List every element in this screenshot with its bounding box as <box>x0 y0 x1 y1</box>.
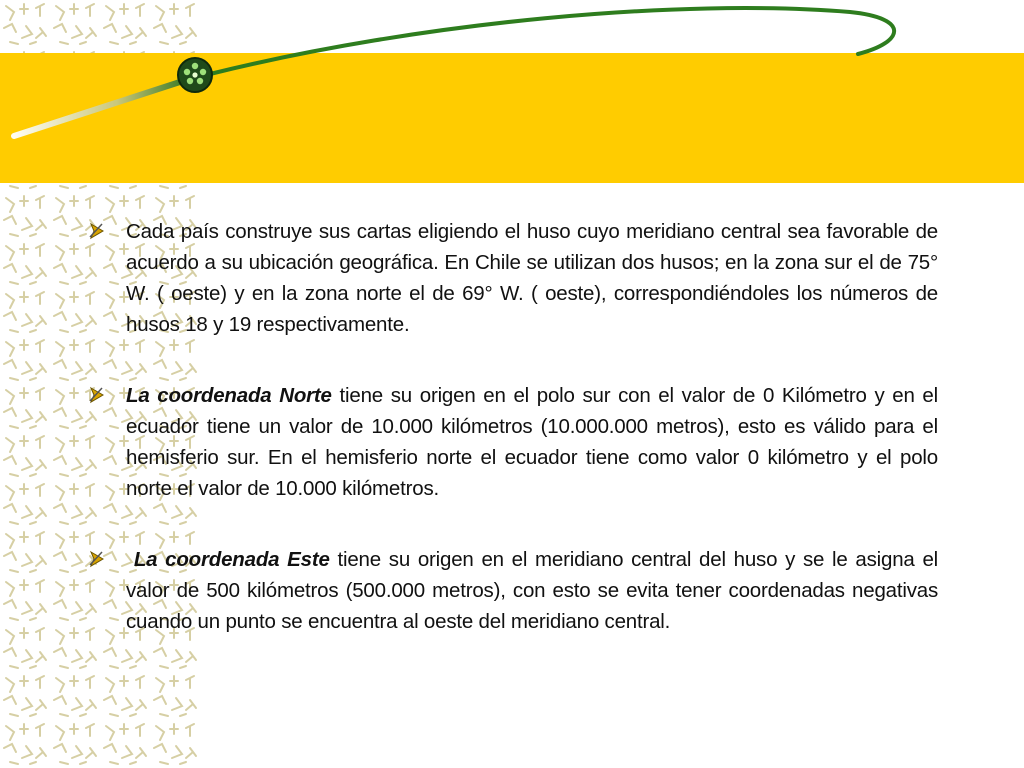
bullet-item <box>88 216 938 340</box>
bullet-arrow-icon <box>88 550 106 568</box>
bullet-arrow-icon <box>88 222 106 240</box>
orb-icon <box>178 58 212 92</box>
bullet-lead: La coordenada Norte <box>126 384 332 407</box>
bullet-item <box>88 380 938 504</box>
bullet-item <box>88 544 938 637</box>
bullet-text <box>126 544 938 637</box>
bullet-text <box>126 380 938 504</box>
content-area <box>88 216 938 677</box>
bullet-body: tiene su origen en el polo sur con el valor de 0 Kilómetro y en el ecuador tiene un valor de 10.000 kilómetros (10.000.000 metros), esto es válido para el hemisferio sur. En el hemisferio norte el ecuador tiene como valor 0 kilómetro y el polo norte el valor de 10.000 kilómetros. <box>126 384 938 500</box>
bullet-arrow-icon <box>88 386 106 404</box>
bullet-body: tiene su origen en el meridiano central del huso y se le asigna el valor de 500 kilómetros (500.000 metros), con esto se evita tener coordenadas negativas cuando un punto se encuentra al oeste del meridiano central. <box>126 548 938 633</box>
bullet-lead: La coordenada Este <box>126 548 330 571</box>
header-swoosh-decoration <box>0 0 1024 190</box>
bullet-text: Cada país construye sus cartas eligiendo el huso cuyo meridiano central sea favorable de acuerdo a su ubicación geográfica. En Chile se utilizan dos husos; en la zona sur el de 75° W. ( oeste) y en la zona norte el de 69° W. ( oeste), correspondiéndoles los números de husos 18 y 19 respectivamente. <box>126 220 938 336</box>
